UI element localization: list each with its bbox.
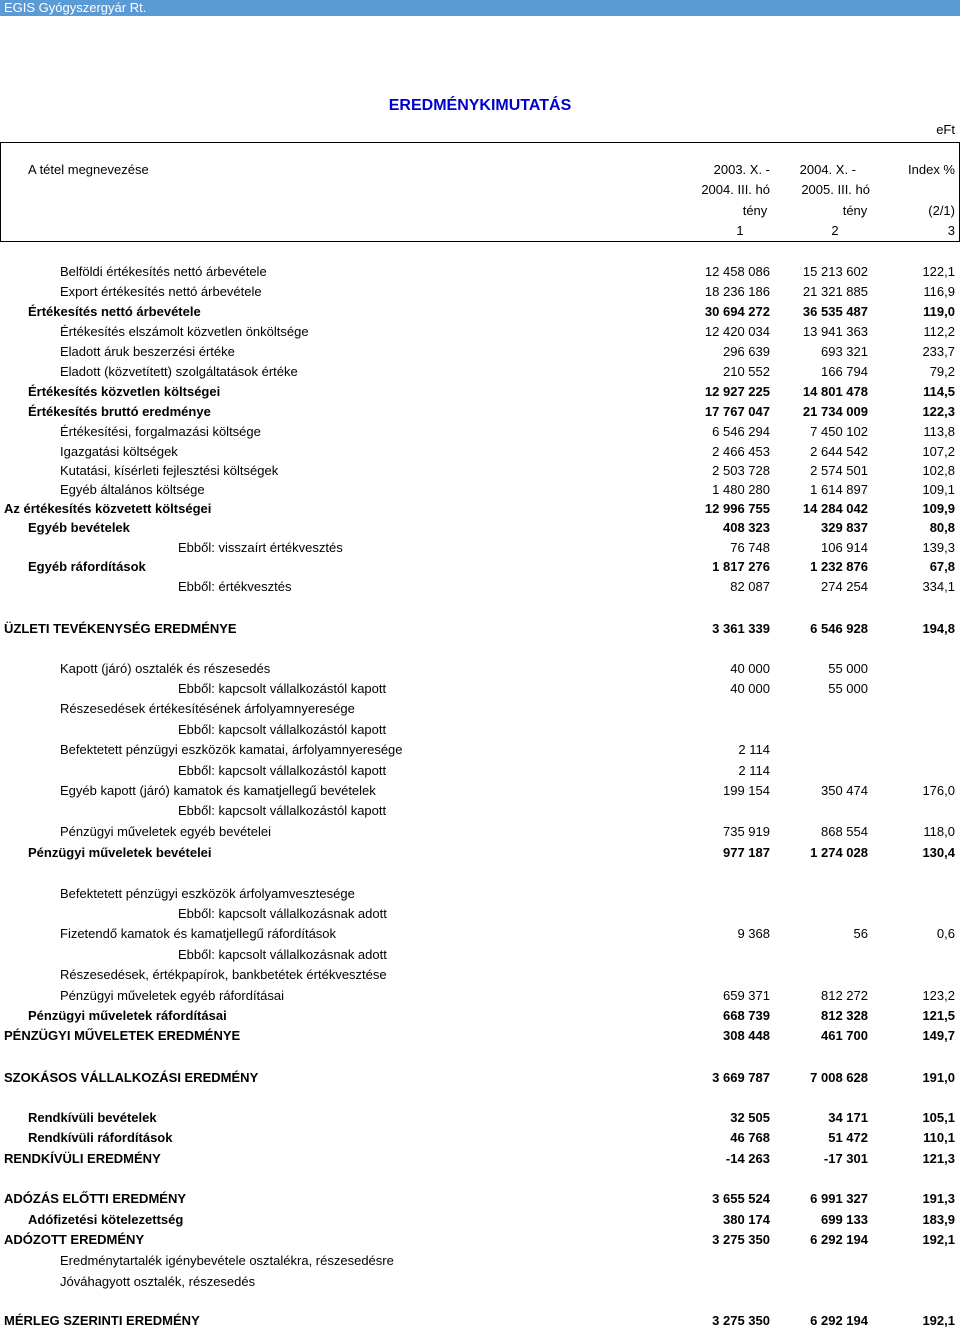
row-value-index: 110,1 [923, 1130, 955, 1145]
row-value-2003-2004: 2 503 728 [712, 463, 770, 478]
row-value-2003-2004: 659 371 [723, 988, 770, 1003]
row-label: Ebből: kapcsolt vállalkozástól kapott [178, 722, 387, 737]
row-label: ÜZLETI TEVÉKENYSÉG EREDMÉNYE [4, 621, 237, 636]
row-label: Jóváhagyott osztalék, részesedés [60, 1274, 256, 1289]
row-value-2003-2004: 2 466 453 [712, 444, 770, 459]
row-value-2003-2004: 3 275 350 [712, 1232, 770, 1247]
row-label: Ebből: kapcsolt vállalkozásnak adott [178, 906, 387, 921]
row-label: Ebből: értékvesztés [178, 579, 292, 594]
row-value-2004-2005: 21 321 885 [802, 284, 868, 299]
row-label: Rendkívüli ráfordítások [28, 1130, 173, 1145]
row-value-2003-2004: -14 263 [725, 1151, 770, 1166]
row-label: Export értékesítés nettó árbevétele [60, 284, 262, 299]
header-col3-line3: (2/1) [928, 203, 955, 218]
row-value-2003-2004: 2 114 [738, 763, 770, 778]
unit-label: eFt [936, 122, 955, 137]
row-value-2004-2005: 350 474 [821, 783, 868, 798]
header-col2-line1: 2004. X. - [799, 162, 856, 177]
row-label: Értékesítés nettó árbevétele [28, 304, 201, 319]
row-value-2003-2004: 977 187 [723, 845, 770, 860]
row-value-index: 121,3 [922, 1151, 955, 1166]
row-label: PÉNZÜGYI MŰVELETEK EREDMÉNYE [4, 1028, 241, 1043]
row-value-index: 121,5 [922, 1008, 955, 1023]
row-value-index: 118,0 [923, 824, 955, 839]
row-label: Pénzügyi műveletek egyéb ráfordításai [60, 988, 285, 1003]
row-value-index: 123,2 [922, 988, 955, 1003]
row-value-index: 183,9 [922, 1212, 955, 1227]
row-value-2003-2004: 2 114 [738, 742, 770, 757]
row-value-2003-2004: 82 087 [730, 579, 770, 594]
row-value-2003-2004: 9 368 [737, 926, 770, 941]
row-label: Pénzügyi műveletek ráfordításai [28, 1008, 227, 1023]
row-value-2003-2004: 12 996 755 [704, 501, 770, 516]
row-value-2004-2005: 7 450 102 [810, 424, 868, 439]
row-value-2004-2005: 1 274 028 [810, 845, 868, 860]
row-label: Ebből: kapcsolt vállalkozásnak adott [178, 947, 387, 962]
row-label: Befektetett pénzügyi eszközök árfolyamvesztesége [60, 886, 355, 901]
row-value-index: 122,3 [922, 404, 955, 419]
row-label: ADÓZOTT EREDMÉNY [4, 1232, 145, 1247]
row-label: Kapott (járó) osztalék és részesedés [60, 661, 271, 676]
row-label: Fizetendő kamatok és kamatjellegű ráfordítások [60, 926, 337, 941]
row-value-index: 139,3 [922, 540, 955, 555]
header-col3-number: 3 [947, 223, 955, 238]
row-value-2004-2005: 868 554 [821, 824, 868, 839]
row-value-index: 192,1 [922, 1232, 955, 1247]
row-value-2004-2005: 51 472 [828, 1130, 868, 1145]
header-col1-line2: 2004. III. hó [701, 182, 770, 197]
row-value-index: 102,8 [922, 463, 955, 478]
row-value-index: 109,9 [922, 501, 955, 516]
row-value-index: 105,1 [922, 1110, 955, 1125]
header-col3-line1: Index % [908, 162, 955, 177]
row-value-index: 233,7 [922, 344, 955, 359]
row-value-2004-2005: 2 574 501 [810, 463, 868, 478]
row-label: Pénzügyi műveletek bevételei [28, 845, 212, 860]
header-col1-number: 1 [736, 223, 744, 238]
row-value-2003-2004: 18 236 186 [704, 284, 770, 299]
row-value-index: 67,8 [929, 559, 955, 574]
row-value-2003-2004: 668 739 [723, 1008, 770, 1023]
row-value-2003-2004: 40 000 [730, 681, 770, 696]
row-value-2004-2005: 1 614 897 [810, 482, 868, 497]
row-label: Eladott (közvetített) szolgáltatások értéke [60, 364, 298, 379]
row-label: Ebből: kapcsolt vállalkozástól kapott [178, 763, 387, 778]
row-value-2003-2004: 210 552 [723, 364, 770, 379]
row-value-index: 116,9 [923, 284, 955, 299]
row-label: Eladott áruk beszerzési értéke [60, 344, 235, 359]
row-label: RENDKÍVÜLI EREDMÉNY [4, 1151, 161, 1166]
row-value-index: 109,1 [922, 482, 955, 497]
row-label: Egyéb bevételek [28, 520, 130, 535]
row-label: Részesedések, értékpapírok, bankbetétek értékvesztése [60, 967, 387, 982]
row-value-index: 176,0 [922, 783, 955, 798]
row-value-2004-2005: 13 941 363 [802, 324, 868, 339]
row-label: Pénzügyi műveletek egyéb bevételei [60, 824, 272, 839]
row-value-2004-2005: 15 213 602 [802, 264, 868, 279]
row-value-2004-2005: 274 254 [821, 579, 868, 594]
row-value-2003-2004: 3 655 524 [712, 1191, 770, 1206]
header-bottom-rule [0, 241, 960, 242]
row-value-index: 80,8 [929, 520, 955, 535]
row-label: Részesedések értékesítésének árfolyamnyeresége [60, 701, 355, 716]
row-label: ADÓZÁS ELŐTTI EREDMÉNY [4, 1191, 187, 1206]
row-value-2004-2005: 693 321 [821, 344, 868, 359]
row-value-2003-2004: 12 420 034 [704, 324, 770, 339]
header-top-rule [0, 142, 960, 143]
row-value-2004-2005: 6 292 194 [810, 1313, 868, 1328]
row-value-2004-2005: 812 328 [821, 1008, 868, 1023]
row-value-index: 334,1 [922, 579, 955, 594]
row-value-2004-2005: 7 008 628 [810, 1070, 868, 1085]
header-col1-line3: tény [742, 203, 768, 218]
row-value-2003-2004: 1 817 276 [712, 559, 770, 574]
row-value-2004-2005: 1 232 876 [810, 559, 868, 574]
row-value-2003-2004: 40 000 [730, 661, 770, 676]
row-value-2003-2004: 199 154 [723, 783, 770, 798]
row-label: Ebből: kapcsolt vállalkozástól kapott [178, 803, 387, 818]
row-value-index: 122,1 [922, 264, 955, 279]
row-value-2003-2004: 1 480 280 [712, 482, 770, 497]
row-value-2003-2004: 46 768 [730, 1130, 770, 1145]
row-value-2003-2004: 30 694 272 [704, 304, 770, 319]
row-value-2004-2005: 56 [853, 926, 868, 941]
row-label: Kutatási, kísérleti fejlesztési költségek [60, 463, 279, 478]
row-value-2003-2004: 17 767 047 [704, 404, 770, 419]
row-label: Befektetett pénzügyi eszközök kamatai, árfolyamnyeresége [60, 742, 403, 757]
row-value-index: 194,8 [922, 621, 955, 636]
row-value-2003-2004: 3 361 339 [712, 621, 770, 636]
row-value-index: 191,0 [922, 1070, 955, 1085]
header-col2-line2: 2005. III. hó [801, 182, 870, 197]
row-value-2003-2004: 3 669 787 [712, 1070, 770, 1085]
company-banner [0, 0, 960, 16]
page-title: EREDMÉNYKIMUTATÁS [388, 97, 572, 114]
row-label: Eredménytartalék igénybevétele osztalékra, részesedésre [60, 1253, 394, 1268]
row-value-2003-2004: 380 174 [723, 1212, 770, 1227]
row-value-2004-2005: 21 734 009 [802, 404, 868, 419]
row-value-2004-2005: 34 171 [828, 1110, 868, 1125]
row-label: MÉRLEG SZERINTI EREDMÉNY [4, 1313, 200, 1328]
row-value-2003-2004: 32 505 [730, 1110, 770, 1125]
header-col2-line3: tény [842, 203, 868, 218]
row-value-index: 119,0 [923, 304, 955, 319]
row-value-2004-2005: 6 991 327 [810, 1191, 868, 1206]
row-value-index: 149,7 [922, 1028, 955, 1043]
row-value-index: 112,2 [923, 324, 955, 339]
row-value-2003-2004: 12 927 225 [704, 384, 770, 399]
row-value-2004-2005: 461 700 [821, 1028, 868, 1043]
row-label: SZOKÁSOS VÁLLALKOZÁSI EREDMÉNY [4, 1070, 259, 1085]
row-label: Igazgatási költségek [60, 444, 178, 459]
row-value-index: 113,8 [923, 424, 955, 439]
row-value-index: 0,6 [936, 926, 955, 941]
row-value-2004-2005: 2 644 542 [810, 444, 868, 459]
row-value-index: 79,2 [929, 364, 955, 379]
row-label: Értékesítés bruttó eredménye [28, 404, 211, 419]
row-label: Egyéb ráfordítások [28, 559, 146, 574]
row-value-2003-2004: 408 323 [723, 520, 770, 535]
row-value-2004-2005: -17 301 [823, 1151, 868, 1166]
company-name: EGIS Gyógyszergyár Rt. [4, 0, 147, 15]
row-label: Értékesítési, forgalmazási költsége [60, 424, 261, 439]
row-value-2003-2004: 735 919 [723, 824, 770, 839]
row-label: Adófizetési kötelezettség [28, 1212, 184, 1227]
row-value-index: 107,2 [922, 444, 955, 459]
row-value-2004-2005: 6 546 928 [810, 621, 868, 636]
row-value-2004-2005: 106 914 [821, 540, 868, 555]
row-label: Ebből: kapcsolt vállalkozástól kapott [178, 681, 387, 696]
row-value-2004-2005: 14 284 042 [802, 501, 868, 516]
row-value-2004-2005: 699 133 [821, 1212, 868, 1227]
row-label: Az értékesítés közvetett költségei [4, 501, 212, 516]
row-value-2003-2004: 12 458 086 [704, 264, 770, 279]
header-col1-line1: 2003. X. - [713, 162, 770, 177]
row-value-2003-2004: 3 275 350 [712, 1313, 770, 1328]
row-value-2004-2005: 329 837 [821, 520, 868, 535]
row-value-index: 130,4 [922, 845, 955, 860]
row-value-2004-2005: 55 000 [828, 681, 868, 696]
row-label: Belföldi értékesítés nettó árbevétele [60, 264, 267, 279]
header-left-border [0, 142, 1, 242]
row-value-2004-2005: 6 292 194 [810, 1232, 868, 1247]
row-value-2004-2005: 36 535 487 [802, 304, 868, 319]
row-value-2004-2005: 55 000 [828, 661, 868, 676]
row-value-2003-2004: 76 748 [730, 540, 770, 555]
row-value-2004-2005: 166 794 [821, 364, 868, 379]
row-value-2003-2004: 296 639 [723, 344, 770, 359]
row-value-index: 191,3 [922, 1191, 955, 1206]
row-label: Ebből: visszaírt értékvesztés [178, 540, 343, 555]
row-value-2004-2005: 14 801 478 [802, 384, 868, 399]
header-item-column: A tétel megnevezése [28, 162, 149, 177]
header-col2-number: 2 [831, 223, 839, 238]
row-value-index: 114,5 [923, 384, 955, 399]
row-value-2003-2004: 6 546 294 [712, 424, 770, 439]
row-label: Egyéb kapott (járó) kamatok és kamatjellegű bevételek [60, 783, 376, 798]
row-value-2003-2004: 308 448 [723, 1028, 770, 1043]
row-label: Értékesítés közvetlen költségei [28, 384, 221, 399]
row-label: Egyéb általános költsége [60, 482, 205, 497]
row-label: Értékesítés elszámolt közvetlen önköltsége [60, 324, 309, 339]
row-value-2004-2005: 812 272 [821, 988, 868, 1003]
row-value-index: 192,1 [922, 1313, 955, 1328]
row-label: Rendkívüli bevételek [28, 1110, 157, 1125]
